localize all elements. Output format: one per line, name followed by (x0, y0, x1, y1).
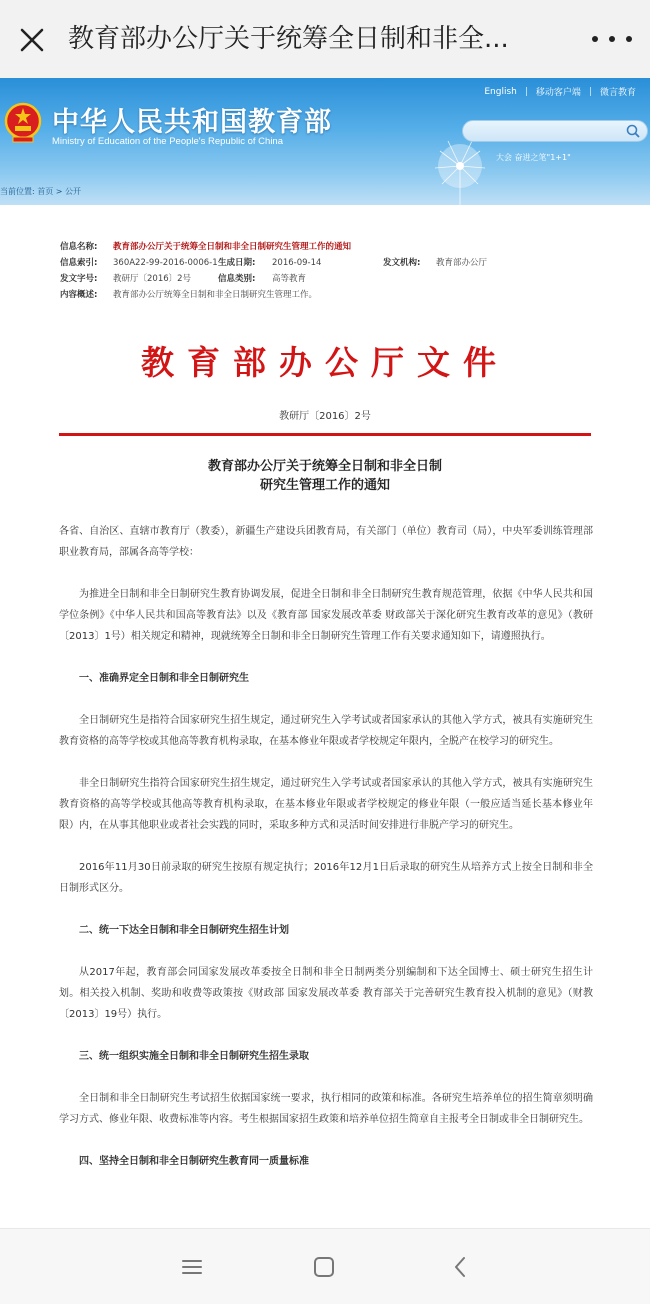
home-icon[interactable] (310, 1253, 338, 1281)
docno-label: 发文字号: (60, 274, 98, 284)
body-paragraph: 从2017年起，教育部会同国家发展改革委按全日制和非全日制两类分别编制和下达全国博士、硕士研究生招生计划。相关投入机制、奖助和收费等政策按《财政部 国家发展改革委 教育部关于完善研究生教育投入机制的意见》（财教〔2013〕19号）执行。 (59, 967, 593, 1020)
body-paragraph: 全日制研究生是指符合国家研究生招生规定，通过研究生入学考试或者国家承认的其他入学方式，被具有实施研究生教育资格的高等学校或其他高等教育机构录取，在基本修业年限或者学校规定年限内，全脱产在校学习的研究生。 (59, 715, 593, 747)
name-value: 教育部办公厅关于统筹全日制和非全日制研究生管理工作的通知 (113, 242, 352, 252)
docno-value: 教研厅〔2016〕2号 (113, 274, 192, 284)
menu-icon[interactable] (178, 1253, 206, 1281)
slogan-text: 大会 奋进之笔"1+1" (496, 153, 571, 162)
org-label: 发文机构: (383, 258, 421, 268)
search-input[interactable] (462, 120, 648, 142)
more-icon[interactable] (592, 24, 632, 54)
national-emblem-icon (4, 102, 42, 144)
page-title: 教育部办公厅关于统筹全日制和非全... (68, 24, 509, 54)
summary-label: 内容概述: (60, 290, 98, 300)
section-heading: 二、统一下达全日制和非全日制研究生招生计划 (79, 925, 289, 936)
document-title (0, 457, 650, 495)
summary-value: 教育部办公厅统筹全日制和非全日制研究生管理工作。 (113, 290, 318, 300)
back-icon[interactable] (447, 1253, 475, 1281)
type-value: 高等教育 (272, 274, 307, 284)
body-paragraph: 全日制和非全日制研究生考试招生依据国家统一要求，执行相同的政策和标准。各研究生培养单位的招生简章须明确学习方式、修业年限、收费标准等内容。考生根据国家招生政策和培养单位招生简章自主报考全日制或非全日制研究生。 (59, 1093, 593, 1125)
org-value: 教育部办公厅 (436, 258, 488, 268)
site-name: 中华人民共和国教育部 (52, 107, 332, 138)
app-bar (0, 0, 650, 78)
section-heading: 三、统一组织实施全日制和非全日制研究生招生录取 (79, 1051, 309, 1062)
body-paragraph: 为推进全日制和非全日制研究生教育协调发展，促进全日制和非全日制研究生教育规范管理，依据《中华人民共和国学位条例》《中华人民共和国高等教育法》以及《教育部 国家发展改革委 财政部关于深化研究生教育改革的意见》（教研〔2013〕1号）相关规定和精神，现就统筹全日制和非全日制研究生管理工作有关要求通知如下，请遵照执行。 (59, 589, 593, 642)
close-icon[interactable] (14, 22, 50, 58)
document-body (59, 521, 593, 1193)
body-paragraph: 各省、自治区、直辖市教育厅（教委），新疆生产建设兵团教育局，有关部门（单位）教育司（局），中央军委训练管理部职业教育局，部属各高等学校： (59, 526, 593, 558)
index-value: 360A22-99-2016-0006-1 (113, 258, 218, 268)
document-area (0, 205, 650, 1228)
nav-mobile-link[interactable]: 移动客户端 (535, 88, 581, 98)
site-name-english: Ministry of Education of the People's Republic of China (52, 136, 283, 147)
nav-english-link[interactable]: English (484, 86, 517, 97)
document-number: 教研厅〔2016〕2号 (279, 411, 371, 422)
type-label: 信息类别: (218, 274, 256, 284)
nav-weiyan-link[interactable]: 微言教育 (599, 88, 636, 98)
section-heading: 一、准确界定全日制和非全日制研究生 (79, 673, 249, 684)
system-nav-bar (0, 1228, 650, 1304)
top-nav: English | 移动客户端 | 微言教育 (484, 86, 636, 98)
info-metadata (60, 239, 600, 303)
name-label: 信息名称: (60, 242, 98, 252)
date-value: 2016-09-14 (272, 258, 322, 268)
body-paragraph: 非全日制研究生指符合国家研究生招生规定，通过研究生入学考试或者国家承认的其他入学方式，被具有实施研究生教育资格的高等学校或其他高等教育机构录取，在基本修业年限或者学校规定的修业年限（一般应适当延长基本修业年限）内，在从事其他职业或者社会实践的同时，采取多种方式和灵活时间安排进行非脱产学习的研究生。 (59, 778, 593, 831)
title-line-2: 研究生管理工作的通知 (259, 478, 390, 493)
document-headline: 教育部办公厅文件 (141, 343, 509, 382)
section-heading: 四、坚持全日制和非全日制研究生教育同一质量标准 (79, 1156, 309, 1167)
title-line-1: 教育部办公厅关于统筹全日制和非全日制 (207, 459, 442, 474)
breadcrumb: 当前位置: 首页 > 公开 (0, 187, 82, 196)
date-label: 生成日期: (218, 258, 256, 268)
red-divider (59, 433, 591, 436)
search-icon[interactable] (625, 123, 641, 139)
site-banner (0, 78, 650, 205)
index-label: 信息索引: (60, 258, 98, 268)
body-paragraph: 2016年11月30日前录取的研究生按原有规定执行；2016年12月1日后录取的研究生从培养方式上按全日制和非全日制形式区分。 (59, 862, 593, 894)
